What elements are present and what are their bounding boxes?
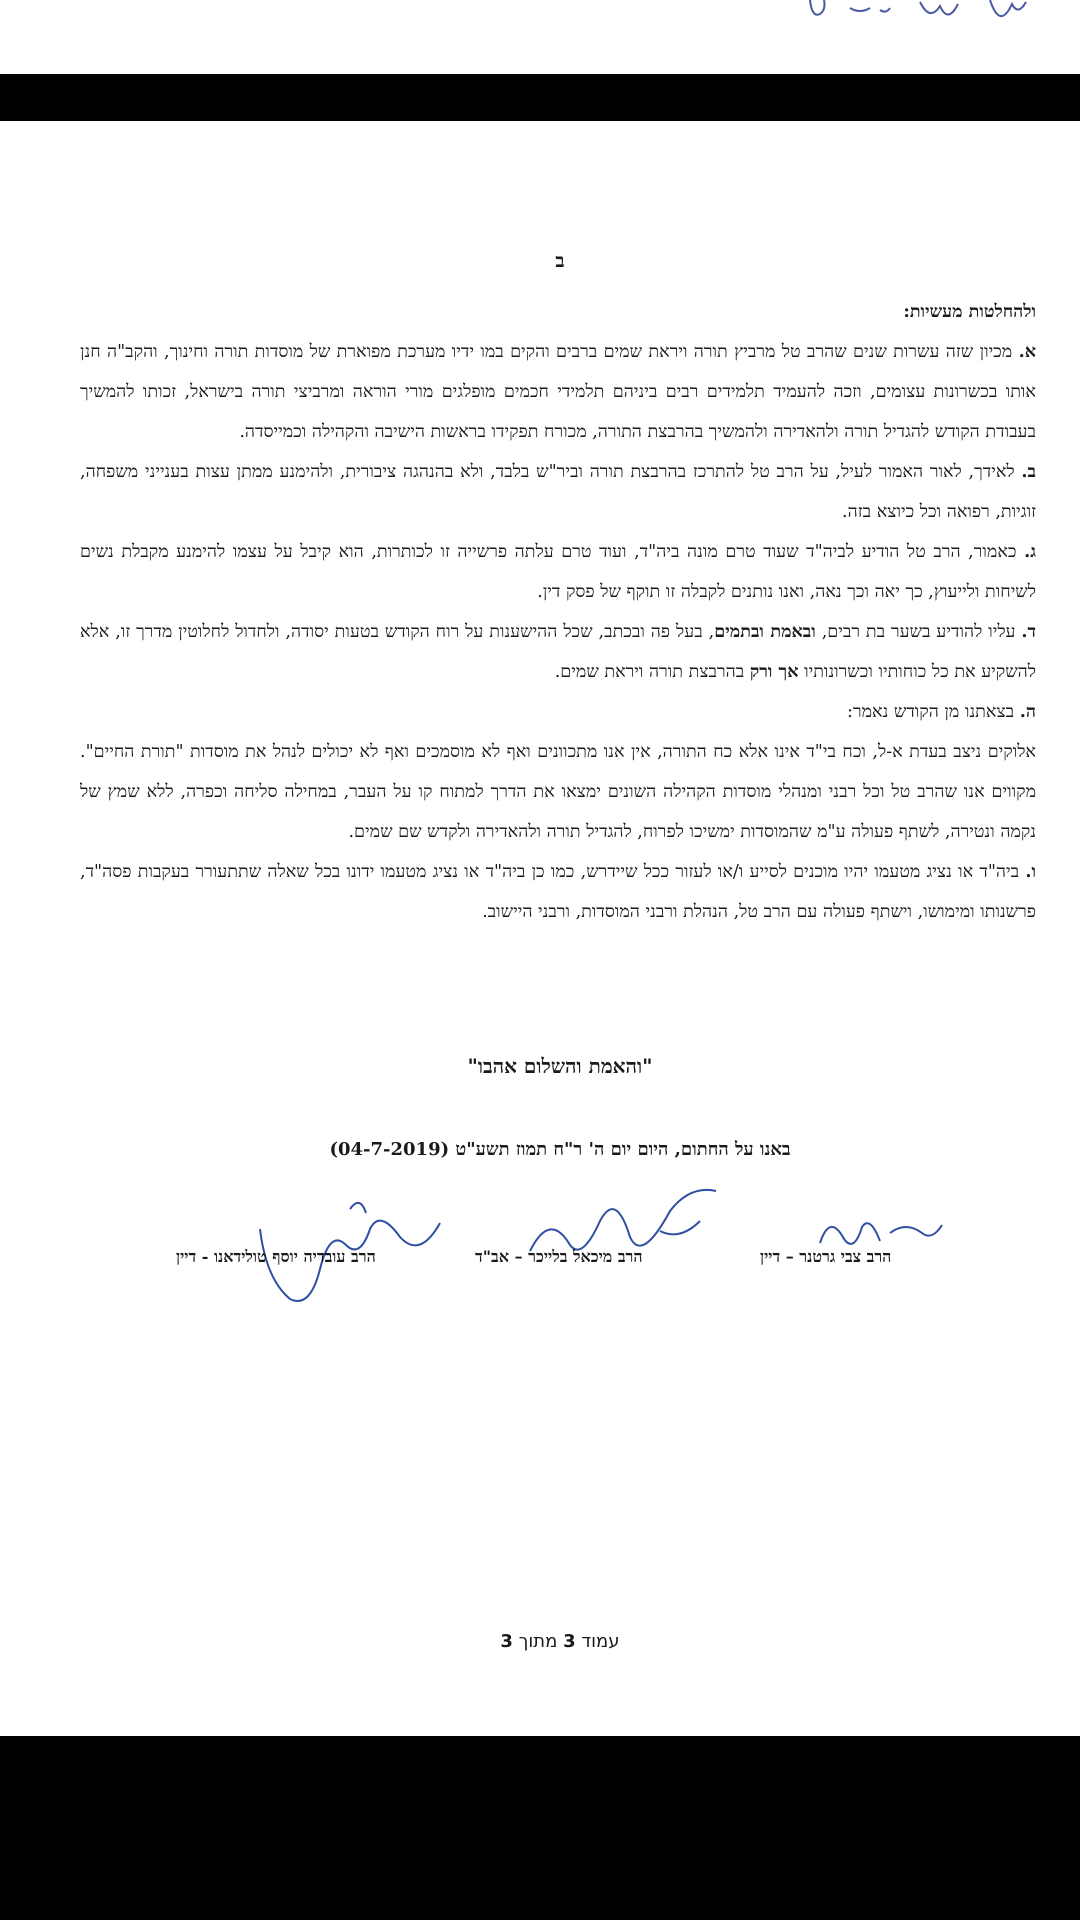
top-black-bar [0,74,1080,121]
signatory-bleicher: הרב מיכאל בלייכר – אב"ד [475,1247,643,1266]
section-letter: ב [555,250,565,272]
signatory-toledano: הרב עובדיה יוסף טולידאנו - דיין [176,1247,376,1266]
document-page [80,121,1040,1736]
ruling-body [80,292,1036,932]
ruling-item-f: ו. ביה"ד או נציג מטעמו יהיו מוכנים לסייע ו/או לעזור ככל שיידרש, כמו כן ביה"ד או נציג מטעמו ידונו בכל שאלה שתתעורר בעקבות פסה"ד, פרשנותו ומימושו, וישתף פעולה עם הרב טל, הנהלת ורבני המוסדות, ורבני היישוב. [80,861,1036,922]
page-top-strip [0,0,1080,74]
ruling-item-a: א. מכיון שזה עשרות שנים שהרב טל מרביץ תורה ויראת שמים ברבים והקים במו ידיו מערכת מפוארת של מוסדות תורה וחינוך, והקב"ה חנן אותו בכשרונות עצומים, וזכה להעמיד תלמידים רבים ביניהם תלמידי חכמים מופלגים מורי הוראה ומרביצי תורה בישראל, זכותו להמשיך בעבודת הקודש להגדיל תורה ולהאדירה ולהמשיך בהרבצת התורה, מכורח תפקידו בראשות הישיבה והקהילה וכמייסדה. [80,341,1036,442]
handwritten-initials-top [790,0,1040,34]
page-number: עמוד 3 מתוך 3 [500,1631,620,1652]
bottom-black-bar [0,1736,1080,1920]
ruling-item-b: ב. לאידך, לאור האמור לעיל, על הרב טל להתרכז בהרבצת תורה וביר"ש בלבד, ולא בהנהגה ציבורית, ולהימנע ממתן עצות בענייני משפחה, זוגיות, רפואה וכל כיוצא בזה. [80,461,1036,522]
closing-quote: "והאמת והשלום אהבו" [467,1054,653,1078]
ruling-item-d: ד. עליו להודיע בשער בת רבים, ובאמת ובתמים, בעל פה ובכתב, שכל ההישענות על רוח הקודש בטעות יסודה, ולחדול לחלוטין מדרך זו, אלא להשקיע את כל כוחותיו וכשרונותיו אך ורק בהרבצת תורה ויראת שמים. [80,621,1037,682]
signatory-gertner: הרב צבי גרטנר – דיין [760,1247,892,1266]
ruling-item-c: ג. כאמור, הרב טל הודיע לביה"ד שעוד טרם מונה ביה"ד, ועוד טרם עלתה פרשייה זו לכותרות, הוא קיבל על עצמו להימנע מקבלת נשים לשיחות ולייעוץ, כך יאה וכך נאה, ואנו נותנים לקבלה זו תוקף של פסק דין. [80,541,1036,602]
signature-date-line: באנו על החתום, היום יום ה' ר"ח תמוז תשע"ט (04-7-2019) [329,1139,791,1160]
ruling-item-e-body: אלוקים ניצב בעדת א-ל, וכח בי"ד אינו אלא כח התורה, אין אנו מתכוונים ואף לא מוסמכים ואף לא יכולים לנהל את מוסדות "תורת החיים". מקווים אנו שהרב טל וכל רבני ומנהלי מוסדות הקהילה השונים ימצאו את הדרך למתוח קו על העבר, במחילה סליחה וכפרה, ללא שמץ של נקמה ונטירה, לשתף פעולה ע"מ שהמוסדות ימשיכו לפרוח, להגדיל תורה ולהאדירה ולקדש שם שמים. [80,742,1036,842]
decisions-heading: ולהחלטות מעשיות: [903,301,1036,322]
ruling-item-e: ה. בצאתנו מן הקודש נאמר: [847,701,1036,722]
